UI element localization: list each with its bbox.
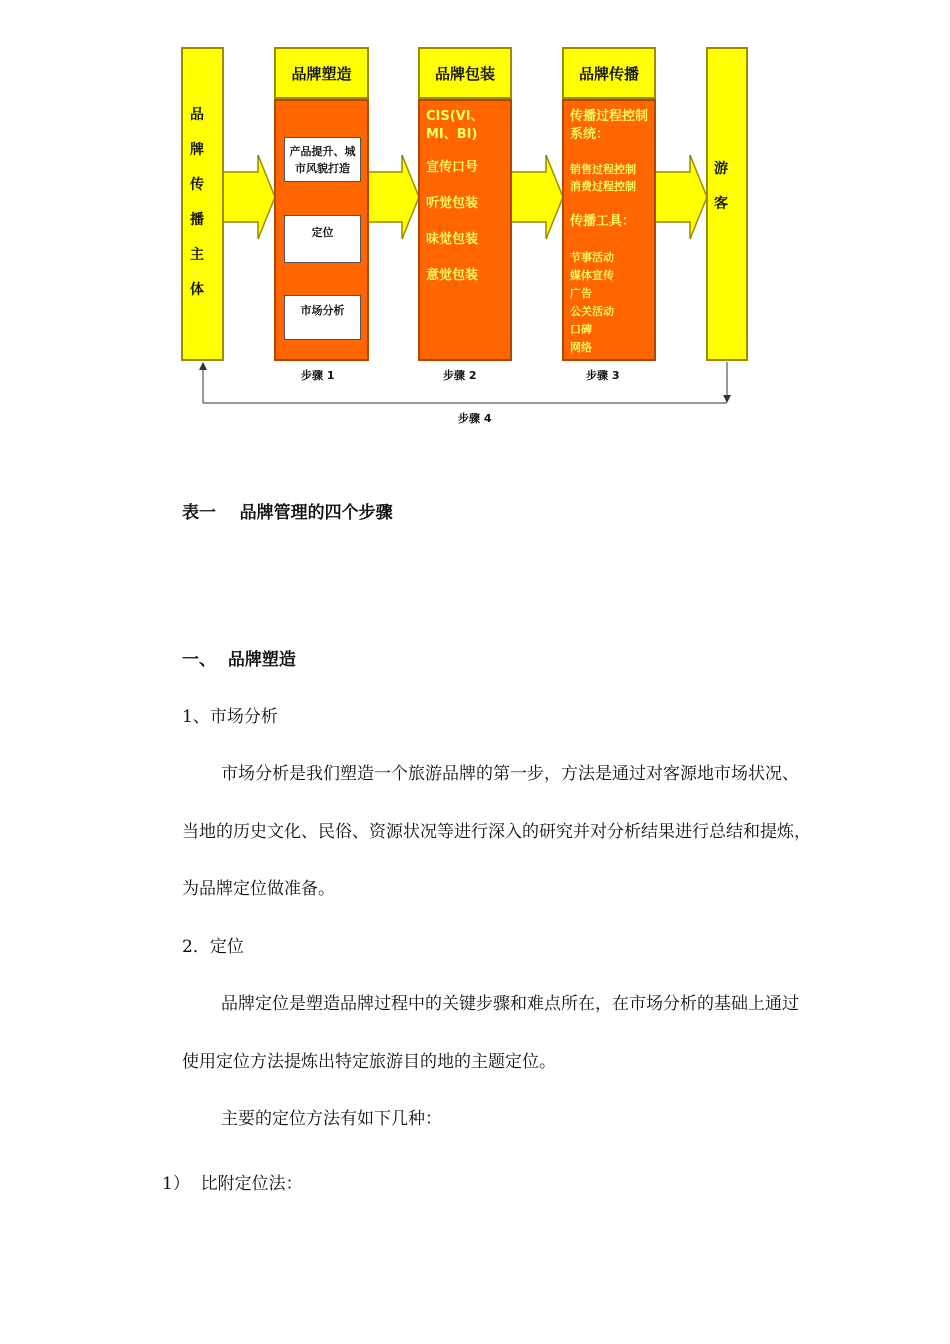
subsection-heading-positioning: 2．定位 (182, 937, 244, 957)
stage3-tool-internet: 网络 (570, 341, 592, 354)
step4-arrowhead-up (199, 362, 207, 370)
stage3-tool-media: 媒体宣传 (570, 269, 614, 282)
stage3-control-sales: 销售过程控制 (570, 163, 636, 176)
stage3-control-consumption: 消费过程控制 (570, 180, 636, 193)
stage3-title: 品牌传播 (562, 47, 656, 99)
stage2-item-sense: 意觉包装 (426, 268, 479, 283)
paragraph-line: 品牌定位是塑造品牌过程中的关键步骤和难点所在，在市场分析的基础上通过 (221, 994, 799, 1014)
stage3-tool-wordofmouth: 口碑 (570, 323, 592, 336)
subsection-heading-market-analysis: 1、市场分析 (182, 707, 278, 727)
tourist-label: 游 客 (714, 161, 728, 212)
stage1-title: 品牌塑造 (274, 47, 369, 99)
brand-subject-label: 品 牌 传 播 主 体 (190, 107, 204, 298)
stage2-item-slogan: 宣传口号 (426, 160, 479, 175)
stage3-system-title: 传播过程控制系统： (570, 109, 649, 142)
paragraph-line: 主要的定位方法有如下几种： (221, 1109, 442, 1129)
step1-label: 步骤 1 (301, 369, 335, 382)
stage3-tools-title: 传播工具： (570, 214, 636, 229)
step4-label: 步骤 4 (458, 412, 492, 425)
step2-label: 步骤 2 (443, 369, 477, 382)
box-product-upgrade: 产品提升、城市风貌打造 (284, 137, 361, 182)
diagram-caption: 表一 品牌管理的四个步骤 (182, 503, 393, 523)
list-item-analogy-positioning: 1） 比附定位法： (162, 1174, 303, 1194)
stage2-item-taste: 味觉包装 (426, 232, 479, 247)
arrow-stage1-to-stage2 (368, 155, 419, 239)
paragraph-line: 当地的历史文化、民俗、资源状况等进行深入的研究并对分析结果进行总结和提炼， (182, 822, 811, 842)
box-market-analysis: 市场分析 (284, 295, 361, 340)
paragraph-line: 为品牌定位做准备。 (182, 879, 335, 899)
paragraph-line: 使用定位方法提炼出特定旅游目的地的主题定位。 (182, 1052, 556, 1072)
stage2-item-audio: 听觉包装 (426, 196, 479, 211)
arrow-stage2-to-stage3 (511, 155, 563, 239)
arrow-stage3-to-tourist (655, 155, 707, 239)
brand-management-diagram (0, 0, 950, 440)
stage2-title: 品牌包装 (418, 47, 512, 99)
box-positioning: 定位 (284, 215, 361, 263)
step4-arrowhead-down (723, 395, 731, 403)
stage3-tool-ads: 广告 (570, 287, 592, 300)
section-title: 一、 品牌塑造 (182, 650, 296, 670)
stage3-tool-pr: 公关活动 (570, 305, 614, 318)
stage3-tool-events: 节事活动 (570, 251, 614, 264)
paragraph-line: 市场分析是我们塑造一个旅游品牌的第一步，方法是通过对客源地市场状况、 (221, 764, 799, 784)
arrow-subject-to-stage1 (223, 155, 275, 239)
stage2-item-cis: CIS(VI、MI、BI) (426, 109, 484, 142)
step3-label: 步骤 3 (586, 369, 620, 382)
